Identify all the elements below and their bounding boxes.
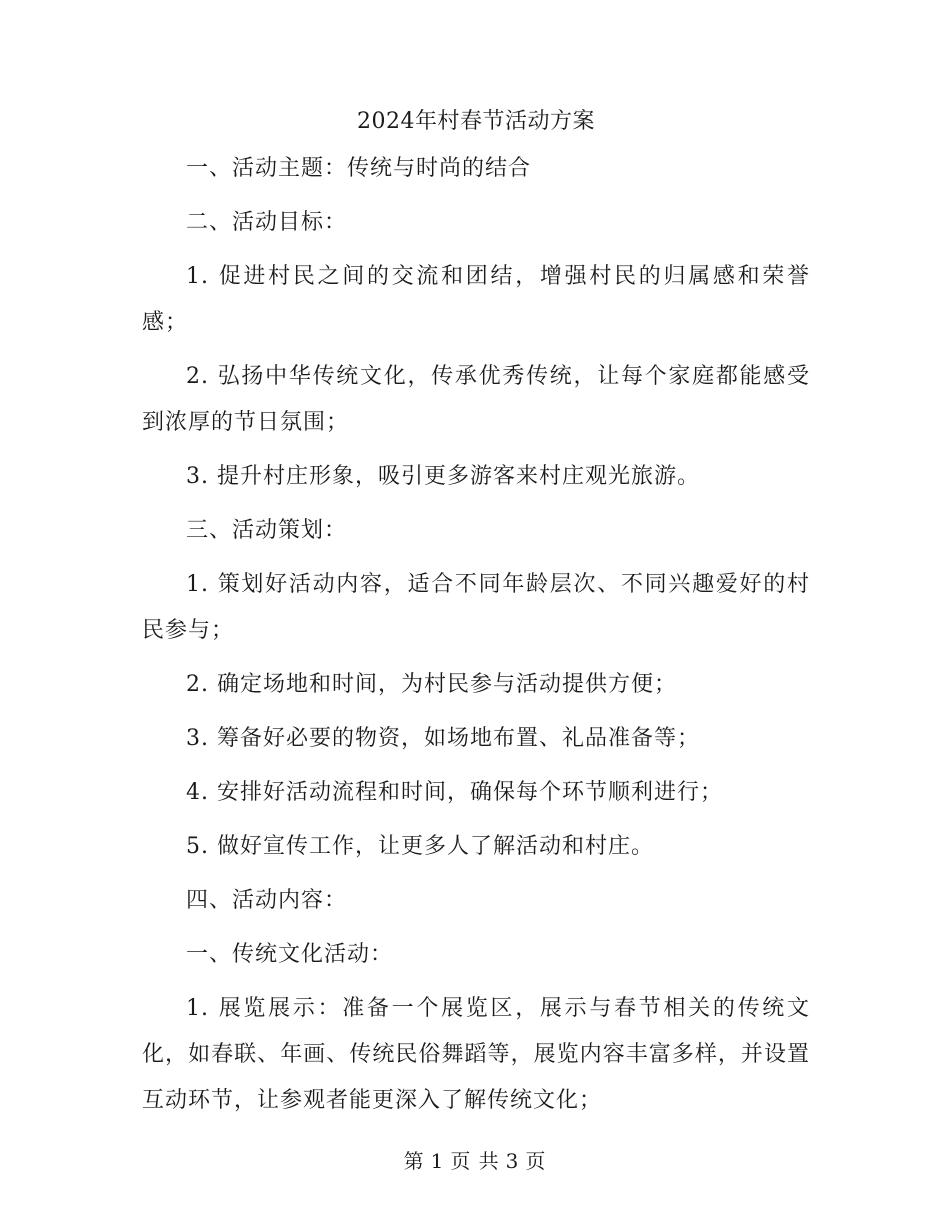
paragraph-plan-4: 4. 安排好活动流程和时间，确保每个环节顺利进行； <box>186 780 723 805</box>
paragraph-theme: 一、活动主题：传统与时尚的结合 <box>186 156 532 181</box>
paragraph-plan-3: 3. 筹备好必要的物资，如场地布置、礼品准备等； <box>186 726 700 751</box>
footer-prefix: 第 <box>403 1149 425 1173</box>
paragraph-goal-3: 3. 提升村庄形象，吸引更多游客来村庄观光旅游。 <box>186 464 700 489</box>
page-footer <box>0 1147 950 1175</box>
paragraph-exhibition: 1. 展览展示：准备一个展览区，展示与春节相关的传统文化，如春联、年画、传统民俗舞蹈等，展览内容丰富多样，并设置互动环节，让参观者能更深入了解传统文化； <box>142 996 810 1113</box>
document-body <box>142 100 810 1132</box>
paragraph-goal-1: 1. 促进村民之间的交流和团结，增强村民的归属感和荣誉感； <box>142 264 810 335</box>
heading-goals: 二、活动目标： <box>186 210 348 235</box>
footer-mid: 页 共 <box>450 1149 500 1173</box>
paragraph-goal-2: 2. 弘扬中华传统文化，传承优秀传统，让每个家庭都能感受到浓厚的节日氛围； <box>142 364 810 435</box>
heading-content: 四、活动内容： <box>186 888 348 913</box>
paragraph-plan-1: 1. 策划好活动内容，适合不同年龄层次、不同兴趣爱好的村民参与； <box>142 572 810 643</box>
footer-current-page: 1 <box>430 1149 445 1173</box>
heading-planning: 三、活动策划： <box>186 518 348 543</box>
heading-traditional-culture: 一、传统文化活动： <box>186 942 394 967</box>
document-title: 2024年村春节活动方案 <box>357 109 595 134</box>
footer-suffix: 页 <box>525 1149 547 1173</box>
paragraph-plan-2: 2. 确定场地和时间，为村民参与活动提供方便； <box>186 672 677 697</box>
paragraph-plan-5: 5. 做好宣传工作，让更多人了解活动和村庄。 <box>186 834 654 859</box>
footer-total-pages: 3 <box>505 1149 520 1173</box>
